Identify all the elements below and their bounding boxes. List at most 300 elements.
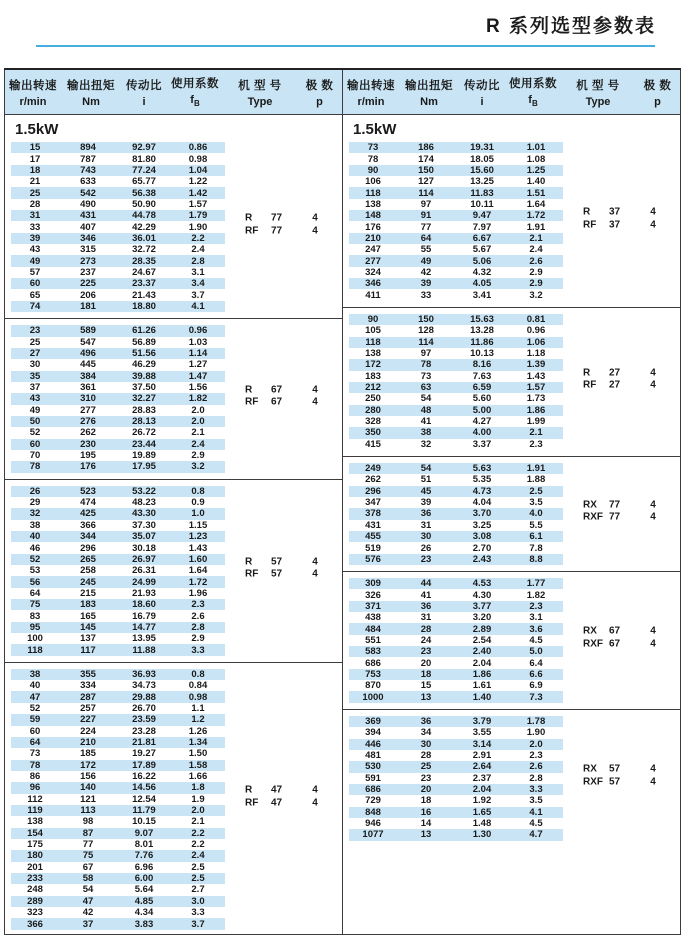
service-factor-cell: 1.60	[188, 553, 208, 565]
header-col-2	[121, 77, 167, 108]
speed-cell: 25	[29, 336, 41, 348]
speed-cell: 37	[29, 382, 41, 394]
torque-cell: 245	[80, 576, 96, 588]
torque-cell: 172	[80, 759, 96, 771]
speed-cell: 946	[365, 818, 381, 830]
service-factor-cell: 2.9	[529, 266, 543, 278]
torque-cell: 38	[420, 427, 432, 439]
pole-count: 4	[312, 784, 318, 796]
model-size: 77	[609, 511, 621, 523]
ratio-cell: 8.16	[472, 359, 492, 371]
ratio-cell: 23.37	[132, 278, 156, 290]
torque-cell: 30	[420, 738, 432, 750]
service-factor-cell: 1.15	[188, 519, 208, 531]
ratio-cell: 26.70	[132, 702, 156, 714]
service-factor-cell: 3.5	[529, 795, 543, 807]
torque-cell: 633	[80, 176, 96, 188]
torque-cell: 64	[420, 232, 432, 244]
service-factor-cell: 1.73	[526, 393, 546, 405]
service-factor-cell: 1.1	[191, 702, 205, 714]
ratio-cell: 8.01	[134, 839, 154, 851]
torque-cell: 265	[80, 553, 96, 565]
service-factor-cell: 0.96	[526, 325, 546, 337]
service-factor-cell: 1.57	[526, 382, 546, 394]
service-factor-cell: 1.03	[188, 336, 208, 348]
torque-cell: 37	[82, 918, 94, 930]
ratio-cell: 1.92	[472, 795, 492, 807]
speed-cell: 686	[365, 657, 381, 669]
torque-cell: 44	[420, 578, 432, 590]
ratio-cell: 2.70	[472, 542, 492, 554]
table-row	[11, 828, 225, 839]
speed-cell: 60	[29, 438, 41, 450]
right-block-1	[343, 314, 680, 450]
ratio-cell: 1.65	[472, 806, 492, 818]
ratio-cell: 17.89	[132, 759, 156, 771]
speed-cell: 172	[365, 359, 381, 371]
ratio-cell: 7.76	[134, 850, 154, 862]
speed-cell: 378	[365, 508, 381, 520]
service-factor-cell: 2.4	[529, 244, 543, 256]
header-label: 机 型 号	[238, 79, 282, 92]
speed-cell: 64	[29, 737, 41, 749]
pole-count: 4	[312, 797, 318, 809]
torque-cell: 346	[80, 232, 96, 244]
service-factor-cell: 0.86	[188, 142, 208, 154]
speed-cell: 105	[365, 325, 381, 337]
torque-cell: 258	[80, 565, 96, 577]
speed-cell: 280	[365, 404, 381, 416]
torque-cell: 117	[80, 644, 96, 656]
header-left-half	[5, 70, 342, 114]
speed-cell: 350	[365, 427, 381, 439]
torque-cell: 42	[420, 266, 432, 278]
table-row	[11, 884, 225, 895]
service-factor-cell: 1.43	[188, 542, 208, 554]
ratio-cell: 3.20	[472, 612, 492, 624]
header-label: 传动比	[126, 79, 162, 92]
page-title: R 系列选型参数表	[485, 16, 656, 37]
header-col-0	[5, 77, 61, 108]
right-block-2	[343, 463, 680, 565]
ratio-cell: 2.64	[472, 761, 492, 773]
table-row	[349, 393, 563, 404]
table-row	[11, 588, 225, 599]
ratio-cell: 17.95	[132, 461, 156, 473]
torque-cell: 225	[80, 278, 96, 290]
torque-cell: 75	[82, 850, 94, 862]
speed-cell: 52	[29, 553, 41, 565]
service-factor-cell: 0.98	[188, 691, 208, 703]
table-row	[349, 520, 563, 531]
model-size: 47	[271, 797, 283, 809]
ratio-cell: 10.13	[470, 348, 494, 360]
ratio-cell: 11.79	[132, 805, 156, 817]
table-row	[349, 623, 563, 634]
torque-cell: 344	[80, 531, 96, 543]
torque-cell: 26	[420, 542, 432, 554]
torque-cell: 542	[80, 187, 96, 199]
speed-cell: 576	[365, 553, 381, 565]
service-factor-cell: 2.8	[191, 621, 205, 633]
service-factor-cell: 1.08	[526, 153, 546, 165]
service-factor-cell: 3.5	[529, 497, 543, 509]
ratio-cell: 4.85	[134, 895, 154, 907]
ratio-cell: 3.70	[472, 508, 492, 520]
service-factor-cell: 1.01	[526, 142, 546, 154]
service-factor-cell: 1.43	[526, 370, 546, 382]
service-factor-cell: 2.1	[529, 232, 543, 244]
speed-cell: 366	[27, 918, 43, 930]
model-prefix: RX	[583, 763, 597, 775]
header-unit: Nm	[420, 95, 438, 108]
power-label-right: 1.5kW	[353, 121, 397, 138]
service-factor-cell: 1.27	[188, 359, 208, 371]
table-row	[11, 439, 225, 450]
service-factor-cell: 5.0	[529, 646, 543, 658]
model-prefix: R	[245, 212, 253, 224]
service-factor-cell: 1.66	[188, 771, 208, 783]
torque-cell: 14	[420, 818, 432, 830]
speed-cell: 118	[365, 187, 381, 199]
speed-cell: 31	[29, 210, 41, 222]
left-block-1	[5, 325, 342, 472]
ratio-cell: 5.67	[472, 244, 492, 256]
left-block-0	[5, 142, 342, 312]
ratio-cell: 18.80	[132, 300, 156, 312]
table-row	[349, 669, 563, 680]
torque-cell: 18	[420, 668, 432, 680]
service-factor-cell: 1.88	[526, 474, 546, 486]
torque-cell: 181	[80, 300, 96, 312]
right-block-4	[343, 716, 680, 841]
ratio-cell: 19.27	[132, 748, 156, 760]
speed-cell: 250	[365, 393, 381, 405]
torque-cell: 78	[420, 359, 432, 371]
header-label: 机 型 号	[576, 79, 620, 92]
service-factor-cell: 1.91	[526, 463, 546, 475]
torque-cell: 91	[420, 210, 432, 222]
ratio-cell: 24.67	[132, 266, 156, 278]
speed-cell: 49	[29, 255, 41, 267]
ratio-cell: 51.56	[132, 348, 156, 360]
torque-cell: 98	[82, 816, 94, 828]
block-separator	[343, 307, 680, 308]
ratio-cell: 34.73	[132, 680, 156, 692]
header-unit: Type	[585, 95, 611, 108]
torque-cell: 28	[420, 750, 432, 762]
model-size: 67	[609, 625, 621, 637]
table-row	[349, 818, 563, 829]
torque-cell: 97	[420, 348, 432, 360]
torque-cell: 113	[80, 805, 96, 817]
model-size: 67	[271, 384, 283, 396]
torque-cell: 334	[80, 680, 96, 692]
torque-cell: 743	[80, 164, 96, 176]
header-unit: i	[142, 95, 146, 108]
service-factor-cell: 2.0	[191, 805, 205, 817]
service-factor-cell: 1.51	[526, 187, 546, 199]
torque-cell: 257	[80, 702, 96, 714]
table-row	[349, 646, 563, 657]
torque-cell: 20	[420, 784, 432, 796]
ratio-cell: 77.24	[132, 164, 156, 176]
speed-cell: 326	[365, 589, 381, 601]
speed-cell: 248	[27, 884, 43, 896]
table-row	[11, 599, 225, 610]
speed-cell: 277	[365, 255, 381, 267]
table-row	[349, 542, 563, 553]
table-body	[5, 115, 680, 934]
header-col-5	[297, 77, 342, 108]
table-header	[5, 70, 680, 115]
speed-cell: 1077	[362, 829, 384, 841]
table-row	[11, 176, 225, 187]
ratio-cell: 3.37	[472, 438, 492, 450]
speed-cell: 210	[365, 232, 381, 244]
service-factor-cell: 2.3	[529, 600, 543, 612]
model-type-group	[245, 785, 327, 810]
torque-cell: 150	[418, 164, 434, 176]
table-row	[11, 348, 225, 359]
model-size: 27	[609, 379, 621, 391]
table-row	[349, 153, 563, 164]
speed-cell: 73	[29, 748, 41, 760]
torque-cell: 894	[80, 142, 96, 154]
header-unit: p	[316, 95, 323, 108]
pole-count: 4	[650, 206, 656, 218]
table-row	[11, 839, 225, 850]
speed-cell: 26	[29, 485, 41, 497]
ratio-cell: 21.81	[132, 737, 156, 749]
table-row	[11, 520, 225, 531]
ratio-cell: 3.14	[472, 738, 492, 750]
torque-cell: 787	[80, 153, 96, 165]
speed-cell: 296	[365, 485, 381, 497]
torque-cell: 25	[420, 761, 432, 773]
table-row	[349, 680, 563, 691]
left-column	[5, 115, 342, 934]
ratio-cell: 26.97	[132, 553, 156, 565]
torque-cell: 13	[420, 691, 432, 703]
table-row	[349, 210, 563, 221]
speed-cell: 371	[365, 600, 381, 612]
pole-count: 4	[650, 625, 656, 637]
model-prefix: RF	[583, 219, 597, 231]
speed-cell: 78	[367, 153, 379, 165]
speed-cell: 175	[27, 839, 43, 851]
right-column	[342, 115, 680, 934]
speed-cell: 309	[365, 578, 381, 590]
service-factor-cell: 6.1	[529, 531, 543, 543]
header-col-1	[399, 77, 459, 108]
service-factor-cell: 3.3	[529, 784, 543, 796]
ratio-cell: 9.47	[472, 210, 492, 222]
table-row	[349, 773, 563, 784]
torque-cell: 366	[80, 519, 96, 531]
table-row	[11, 794, 225, 805]
ratio-cell: 15.63	[470, 313, 494, 325]
service-factor-cell: 3.3	[191, 907, 205, 919]
pole-count: 4	[650, 776, 656, 788]
service-factor-cell: 3.4	[191, 278, 205, 290]
speed-cell: 138	[365, 198, 381, 210]
ratio-cell: 1.30	[472, 829, 492, 841]
speed-cell: 28	[29, 198, 41, 210]
service-factor-cell: 4.5	[529, 634, 543, 646]
service-factor-cell: 1.14	[188, 348, 208, 360]
service-factor-cell: 7.8	[529, 542, 543, 554]
pole-count: 4	[312, 568, 318, 580]
table-row	[349, 278, 563, 289]
torque-cell: 174	[418, 153, 434, 165]
table-row	[349, 578, 563, 589]
table-row	[349, 784, 563, 795]
model-type-group	[245, 384, 327, 409]
torque-cell: 87	[82, 827, 94, 839]
table-row	[11, 325, 225, 336]
speed-cell: 729	[365, 795, 381, 807]
torque-cell: 315	[80, 244, 96, 256]
model-row	[583, 512, 665, 525]
speed-cell: 106	[365, 176, 381, 188]
service-factor-cell: 3.1	[191, 266, 205, 278]
torque-cell: 262	[80, 427, 96, 439]
speed-cell: 583	[365, 646, 381, 658]
model-row	[583, 776, 665, 789]
service-factor-cell: 3.2	[529, 289, 543, 301]
model-size: 57	[271, 556, 283, 568]
header-unit: r/min	[357, 95, 385, 108]
service-factor-cell: 1.23	[188, 531, 208, 543]
torque-cell: 33	[420, 289, 432, 301]
torque-cell: 215	[80, 587, 96, 599]
ratio-cell: 24.99	[132, 576, 156, 588]
model-row	[583, 499, 665, 512]
torque-cell: 36	[420, 508, 432, 520]
torque-cell: 36	[420, 715, 432, 727]
ratio-cell: 44.78	[132, 210, 156, 222]
torque-cell: 384	[80, 370, 96, 382]
service-factor-cell: 2.3	[191, 599, 205, 611]
service-factor-cell: 3.6	[529, 623, 543, 635]
ratio-cell: 2.91	[472, 750, 492, 762]
service-factor-cell: 1.39	[526, 359, 546, 371]
header-col-0	[343, 77, 399, 108]
table-row	[11, 669, 225, 680]
table-row	[11, 896, 225, 907]
speed-cell: 25	[29, 187, 41, 199]
speed-cell: 484	[365, 623, 381, 635]
torque-cell: 128	[418, 325, 434, 337]
pole-count: 4	[650, 511, 656, 523]
service-factor-cell: 2.5	[529, 485, 543, 497]
service-factor-cell: 2.0	[191, 404, 205, 416]
speed-cell: 15	[29, 142, 41, 154]
table-row	[349, 427, 563, 438]
table-row	[349, 337, 563, 348]
ratio-cell: 6.96	[134, 861, 154, 873]
block-separator	[343, 456, 680, 457]
speed-cell: 57	[29, 266, 41, 278]
speed-cell: 90	[367, 164, 379, 176]
speed-cell: 686	[365, 784, 381, 796]
table-row	[11, 427, 225, 438]
service-factor-cell: 1.40	[526, 176, 546, 188]
service-factor-cell: 1.78	[526, 715, 546, 727]
ratio-cell: 4.00	[472, 427, 492, 439]
ratio-cell: 3.55	[472, 727, 492, 739]
model-size: 47	[271, 784, 283, 796]
header-label: 极 数	[305, 79, 334, 92]
ratio-cell: 11.83	[470, 187, 494, 199]
torque-cell: 97	[420, 198, 432, 210]
service-factor-cell: 1.58	[188, 759, 208, 771]
model-row	[245, 785, 327, 798]
service-factor-cell: 1.79	[188, 210, 208, 222]
block-separator	[5, 479, 342, 480]
model-prefix: RF	[245, 797, 259, 809]
speed-cell: 848	[365, 806, 381, 818]
torque-cell: 20	[420, 657, 432, 669]
pole-count: 4	[650, 499, 656, 511]
torque-cell: 296	[80, 542, 96, 554]
model-row	[245, 569, 327, 582]
speed-cell: 86	[29, 771, 41, 783]
table-row	[349, 348, 563, 359]
service-factor-cell: 2.6	[529, 761, 543, 773]
service-factor-cell: 2.2	[191, 827, 205, 839]
torque-cell: 34	[420, 727, 432, 739]
torque-cell: 114	[418, 187, 434, 199]
table-row	[11, 371, 225, 382]
pole-count: 4	[650, 367, 656, 379]
table-row	[11, 726, 225, 737]
speed-cell: 40	[29, 680, 41, 692]
table-row	[349, 486, 563, 497]
model-size: 57	[271, 568, 283, 580]
speed-cell: 176	[365, 221, 381, 233]
torque-cell: 237	[80, 266, 96, 278]
ratio-cell: 14.77	[132, 621, 156, 633]
table-row	[349, 716, 563, 727]
model-type-group	[583, 207, 665, 232]
ratio-cell: 4.53	[472, 578, 492, 590]
table-row	[349, 508, 563, 519]
ratio-cell: 11.88	[132, 644, 156, 656]
service-factor-cell: 1.34	[188, 737, 208, 749]
speed-cell: 180	[27, 850, 43, 862]
service-factor-cell: 1.22	[188, 176, 208, 188]
torque-cell: 55	[420, 244, 432, 256]
service-factor-cell: 1.04	[188, 164, 208, 176]
pole-count: 4	[650, 379, 656, 391]
header-unit: $f_B$	[190, 94, 200, 109]
ratio-cell: 5.64	[134, 884, 154, 896]
table-row	[11, 461, 225, 472]
model-type-group	[583, 499, 665, 524]
pole-count: 4	[650, 219, 656, 231]
service-factor-cell: 3.7	[191, 289, 205, 301]
speed-cell: 870	[365, 680, 381, 692]
speed-cell: 78	[29, 759, 41, 771]
ratio-cell: 92.97	[132, 142, 156, 154]
service-factor-cell: 2.0	[191, 416, 205, 428]
torque-cell: 523	[80, 485, 96, 497]
model-type-group	[245, 556, 327, 581]
model-prefix: RF	[245, 568, 259, 580]
speed-cell: 212	[365, 382, 381, 394]
